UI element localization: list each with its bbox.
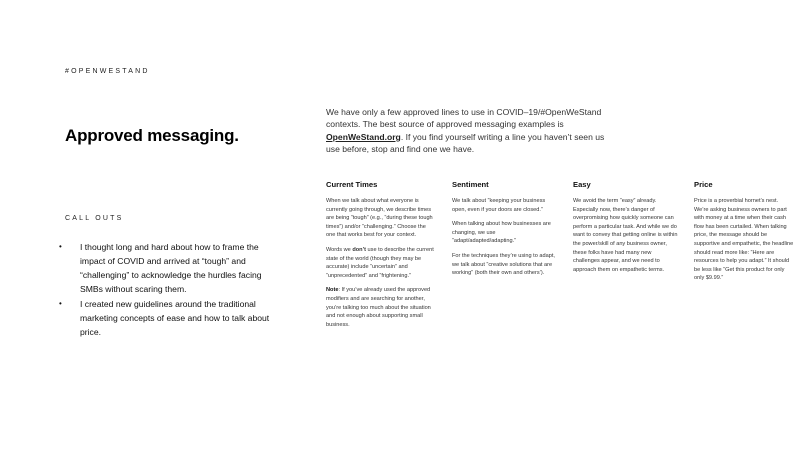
paragraph-text: use to describe the current state of the world (though they may be accurate) include “uncertain” and “unprecedented” and “frightening.”: [326, 246, 434, 279]
bullet-icon: •: [59, 299, 62, 308]
column-price: [694, 180, 794, 289]
callout-item: [58, 297, 273, 339]
column-paragraph: Price is a proverbial hornet’s nest. We’re asking business owners to part with money at a time when their cash flow has been curtailed. When talking price, the message should be supportive and empathetic, the headline should read more like: “Here are resources to help you adapt.” It should be less like “Get this product for only only $9.99.”: [694, 198, 794, 282]
column-current-times: [326, 180, 436, 335]
column-sentiment: [452, 180, 557, 284]
callout-text: I created new guidelines around the traditional marketing concepts of ease and how to talk about price.: [80, 299, 270, 337]
callouts-list: [58, 240, 273, 340]
column-easy: [573, 180, 678, 280]
column-paragraph: For the techniques they’re using to adapt, we talk about “creative solutions that are working” (both their own and others’).: [452, 252, 555, 277]
column-paragraph: We avoid the term “easy” already. Especially now, there’s danger of overpromising how quickly someone can perform a particular task. And while we do want to convey that getting online is within the power/skill of any business owner, these folks have had many new challenges appear, and we need to approach them on empathetic terms.: [573, 198, 678, 273]
callouts-label: CALL OUTS: [65, 215, 124, 222]
hashtag-label: #OPENWESTAND: [65, 68, 150, 75]
callout-text: I thought long and hard about how to frame the impact of COVID and arrived at “tough” and “challenging” to acknowledge the hurdles facing SMBs without scaring them.: [80, 242, 262, 294]
column-heading: Sentiment: [452, 180, 489, 189]
page-title: Approved messaging.: [65, 126, 239, 145]
column-heading: Easy: [573, 180, 591, 189]
column-paragraph: [326, 246, 436, 280]
openwestand-link[interactable]: OpenWeStand.org: [326, 131, 401, 142]
column-paragraph: When we talk about what everyone is currently going through, we describe times are being “tough” (e.g., “during these tough times”) and/or “challenging.” Choose the one that works best for your context.: [326, 198, 433, 239]
intro-text-2: . If you find yourself writing a line you haven’t seen us use before, stop and find one we have.: [326, 131, 605, 154]
bullet-icon: •: [59, 242, 62, 251]
callout-item: [58, 240, 273, 296]
column-paragraph: We talk about “keeping your business open, even if your doors are closed.”: [452, 198, 546, 213]
column-note: [326, 286, 436, 329]
column-heading: Current Times: [326, 180, 378, 189]
paragraph-text: Words we: [326, 246, 353, 253]
intro-paragraph: [326, 106, 616, 155]
intro-text-1: We have only a few approved lines to use in COVID–19/#OpenWeStand contexts. The best source of approved messaging examples is: [326, 107, 602, 130]
emphasis-text: don’t: [352, 246, 366, 253]
column-heading: Price: [694, 180, 713, 189]
column-paragraph: When talking about how businesses are changing, we use “adapt/adapted/adapting.”: [452, 221, 551, 245]
note-text: : If you’ve already used the approved modifiers and are searching for another, you’re talking too much about the situation and not enough about supporting small business.: [326, 287, 431, 328]
note-label: Note: [326, 287, 339, 294]
